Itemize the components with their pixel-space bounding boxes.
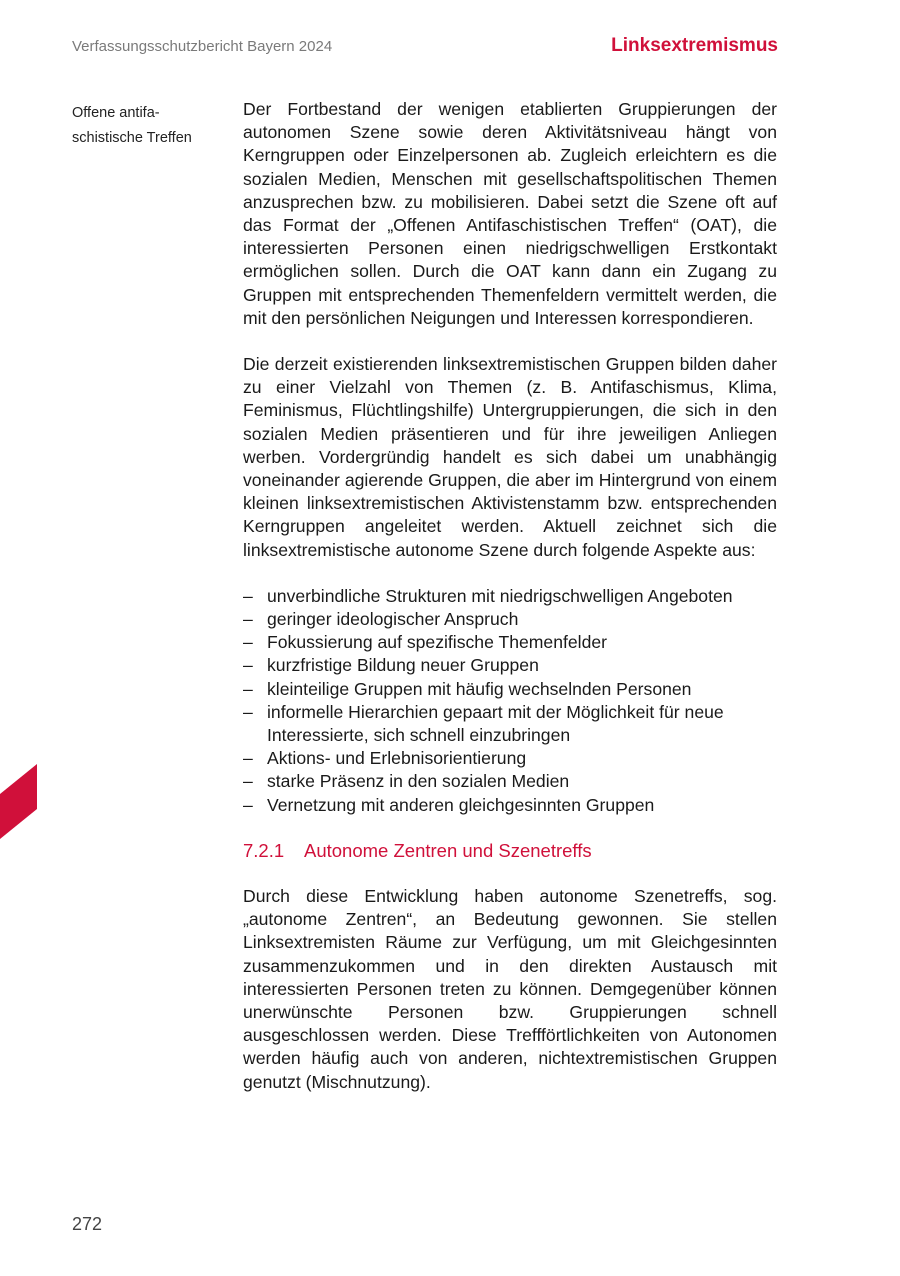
page-number: 272 [72,1214,103,1234]
list-item: – Aktions- und Erlebnisorientierung [243,747,777,770]
paragraph-autonomous-centers: Durch diese Entwicklung haben autonome Szenetreffs, sog. „autonome Zentren“, an Bedeutung gewonnen. Sie stellen Linksextremisten Räume zur Verfügung, um mit Gleichgesinnten zusammenzukommen und in den direkten Austausch mit interessierten Personen treten zu können. Demgegenüber können unerwünschte Personen bzw. Gruppierungen schnell ausgeschlossen werden. Diese Treffförtlichkeiten von Autonomen werden häufig auch von anderen, nichtextremistischen Gruppen genutzt (Mischnutzung). [243,885,777,1092]
margin-note [72,101,222,151]
section-title: Autonome Zentren und Szenetreffs [304,839,592,861]
aspects-list [243,585,777,817]
section-number: 7.2.1 [243,839,285,861]
publication-title: Verfassungsschutzbericht Bayern 2024 [72,38,333,55]
margin-note-line-1: Offene antifa- [72,105,160,121]
list-item: – starke Präsenz in den sozialen Medien [243,770,777,793]
list-item: – unverbindliche Strukturen mit niedrigschwelligen Angeboten [243,585,777,608]
paragraph-oat: Der Fortbestand der wenigen etablierten Gruppierungen der autonomen Szene sowie deren Aktivitätsniveau hängt von Kerngruppen oder Einzelpersonen ab. Zugleich erleichtern es die sozialen Medien, Menschen mit gesellschaftspolitischen Themen anzusprechen bzw. zu mobilisieren. Dabei setzt die Szene oft auf das Format der „Offenen Antifaschistischen Treffen“ (OAT), die interessierten Personen einen niedrigschwelligen Erstkontakt ermöglichen sollen. Durch die OAT kann dann ein Zugang zu Gruppen mit entsprechenden Themenfeldern vermittelt werden, die mit den persönlichen Neigungen und Interessen korrespondieren. [243,99,777,328]
list-item: – Vernetzung mit anderen gleichgesinnten Gruppen [243,794,777,817]
chapter-marker-shape [0,764,37,839]
section-heading [243,839,777,863]
main-text [243,98,777,1117]
paragraph-groups: Die derzeit existierenden linksextremistischen Gruppen bilden daher zu einer Vielzahl von Themen (z. B. Antifaschismus, Klima, Feminismus, Flüchtlingshilfe) Untergruppierungen, die sich in den sozialen Medien präsentieren und für ihre jeweiligen Anliegen werben. Vordergründig handelt es sich dabei um unabhängig voneinander agierende Gruppen, die aber im Hintergrund von einem kleinen linksextremistischen Aktivistenstamm bzw. entsprechenden Kerngruppen angeleitet werden. Aktuell zeichnet sich die linksextremistische autonome Szene durch folgende Aspekte aus: [243,354,777,560]
list-item: – informelle Hierarchien gepaart mit der Möglichkeit für neue Interessierte, sich schnell einzubringen [243,701,777,747]
list-item: – Fokussierung auf spezifische Themenfelder [243,631,777,654]
chapter-marker-polygon [0,764,37,839]
list-item: – kurzfristige Bildung neuer Gruppen [243,654,777,677]
list-item: – geringer ideologischer Anspruch [243,608,777,631]
list-item: – kleinteilige Gruppen mit häufig wechselnden Personen [243,678,777,701]
margin-note-line-2: schistische Treffen [72,130,192,146]
chapter-title: Linksextremismus [611,35,778,56]
